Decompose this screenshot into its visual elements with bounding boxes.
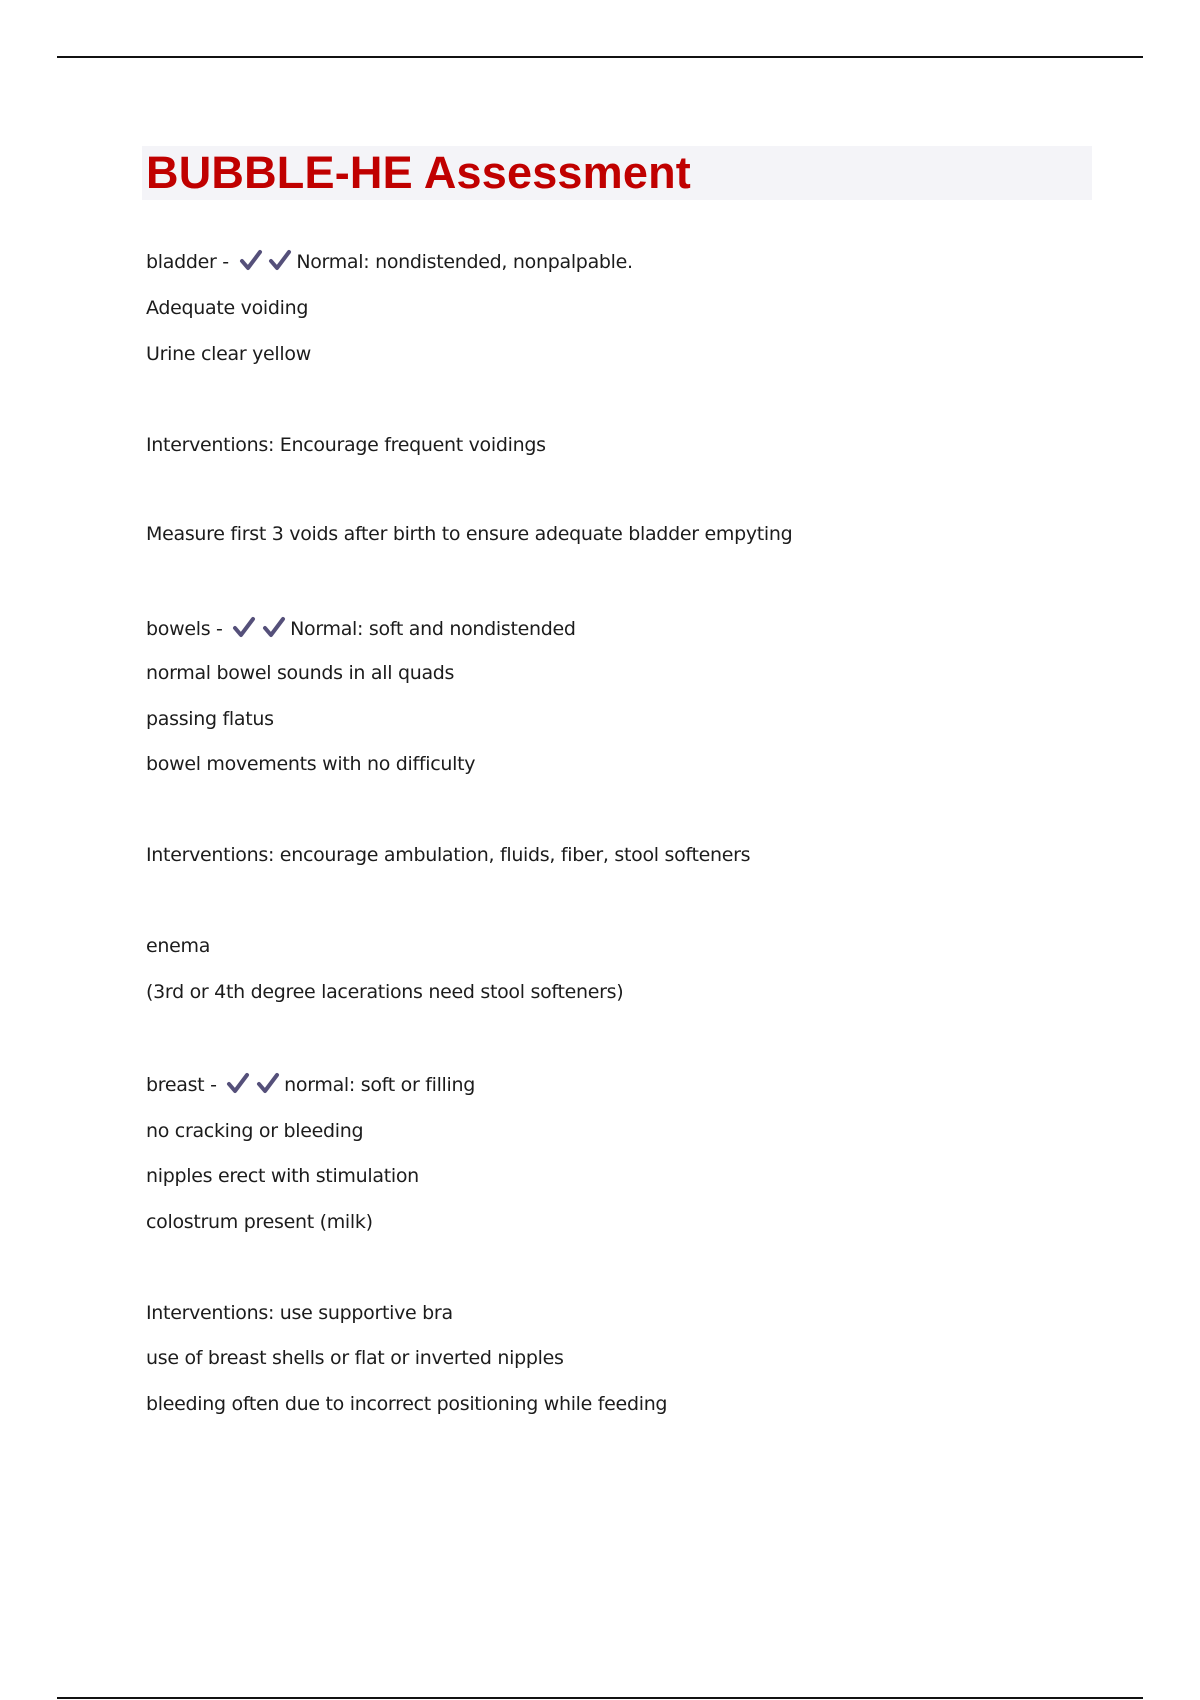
term-label: bowels - (146, 618, 223, 640)
line-text: Normal: nondistended, nonpalpable. (296, 251, 633, 273)
header-rule (57, 56, 1143, 58)
check-mark-icon (268, 249, 292, 271)
list-item: enema (146, 935, 211, 957)
term-label: bladder - (146, 251, 229, 273)
list-item: (3rd or 4th degree lacerations need stool softeners) (146, 981, 624, 1003)
check-mark-icon (226, 1072, 250, 1094)
bowels-line (146, 616, 576, 641)
list-item: Urine clear yellow (146, 343, 311, 365)
list-item: use of breast shells or flat or inverted nipples (146, 1347, 564, 1369)
list-item: bleeding often due to incorrect positioning while feeding (146, 1393, 668, 1415)
footer-rule (57, 1697, 1143, 1699)
check-marks (232, 616, 286, 641)
list-item: Measure first 3 voids after birth to ensure adequate bladder empyting (146, 523, 793, 545)
list-item: nipples erect with stimulation (146, 1165, 419, 1187)
line-text: Normal: soft and nondistended (290, 618, 576, 640)
list-item: Interventions: Encourage frequent voidings (146, 434, 546, 456)
check-mark-icon (256, 1072, 280, 1094)
list-item: bowel movements with no difficulty (146, 753, 476, 775)
list-item: no cracking or bleeding (146, 1120, 364, 1142)
bladder-line (146, 249, 633, 274)
check-mark-icon (232, 616, 256, 638)
list-item: Interventions: encourage ambulation, fluids, fiber, stool softeners (146, 844, 751, 866)
list-item: colostrum present (milk) (146, 1211, 373, 1233)
document-title: BUBBLE-HE Assessment (146, 147, 691, 198)
check-marks (226, 1072, 280, 1097)
check-mark-icon (262, 616, 286, 638)
term-label: breast - (146, 1074, 217, 1096)
list-item: Adequate voiding (146, 297, 309, 319)
list-item: Interventions: use supportive bra (146, 1302, 453, 1324)
breast-line (146, 1072, 475, 1097)
line-text: normal: soft or filling (284, 1074, 476, 1096)
check-mark-icon (239, 249, 263, 271)
list-item: normal bowel sounds in all quads (146, 662, 455, 684)
check-marks (239, 249, 293, 274)
list-item: passing flatus (146, 708, 274, 730)
